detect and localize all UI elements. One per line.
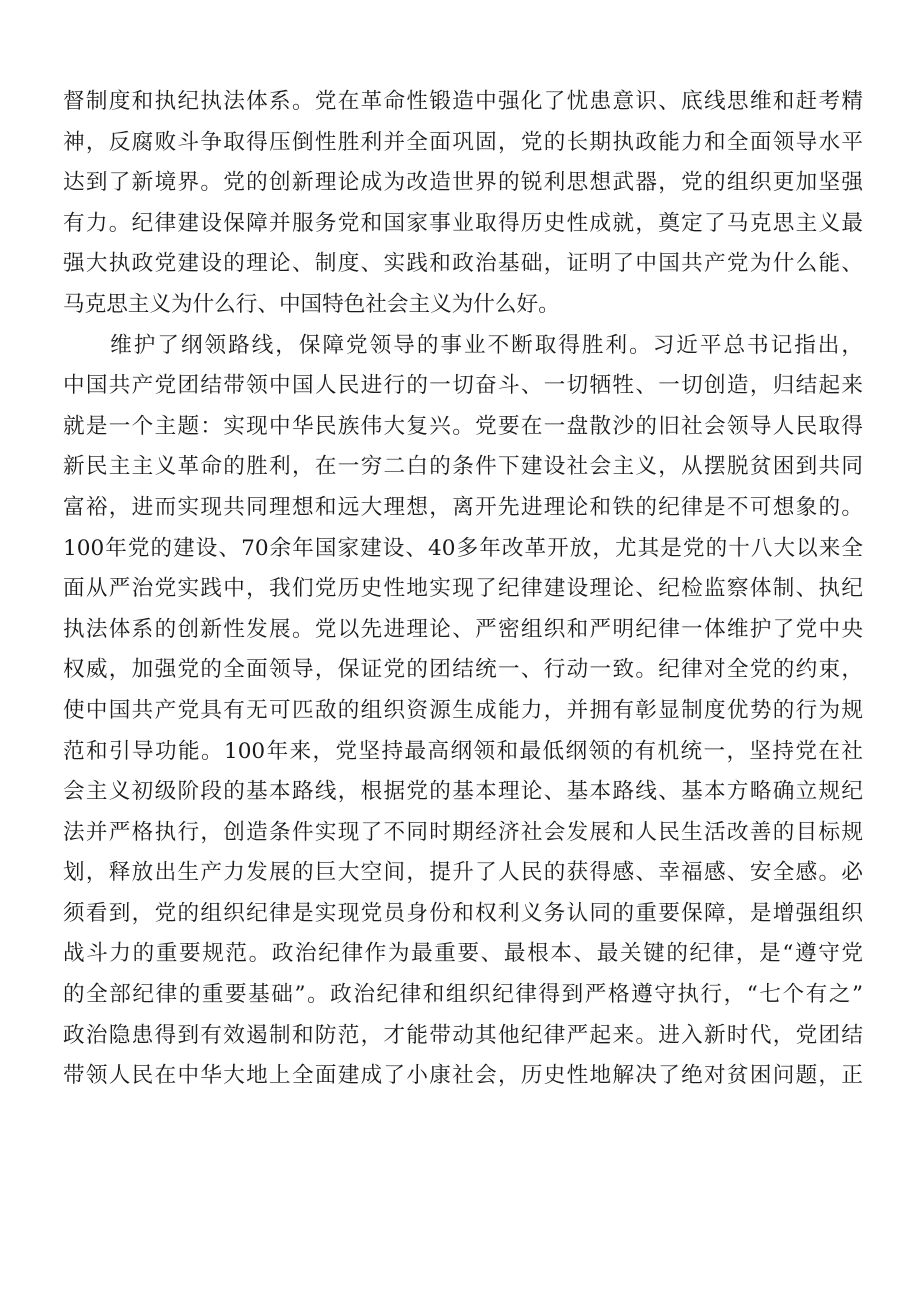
text-line: 神，反腐败斗争取得压倒性胜利并全面巩固，党的长期执政能力和全面领导水平 — [63, 129, 863, 155]
text-line: 划，释放出生产力发展的巨大空间，提升了人民的获得感、幸福感、安全感。必 — [63, 860, 863, 886]
text-line: 权威，加强党的全面领导，保证党的团结统一、行动一致。纪律对全党的约束， — [63, 657, 863, 683]
text-line: 的全部纪律的重要基础”。政治纪律和组织纪律得到严格遵守执行，“七个有之” — [63, 982, 863, 1008]
text-line: 战斗力的重要规范。政治纪律作为最重要、最根本、最关键的纪律，是“遵守党 — [63, 941, 863, 967]
text-line: 马克思主义为什么行、中国特色社会主义为什么好。 — [63, 291, 560, 317]
text-line: 政治隐患得到有效遏制和防范，才能带动其他纪律严起来。进入新时代，党团结 — [63, 1022, 863, 1048]
text-line: 督制度和执纪执法体系。党在革命性锻造中强化了忧患意识、底线思维和赶考精 — [63, 89, 863, 114]
text-line: 中国共产党团结带领中国人民进行的一切奋斗、一切牺牲、一切创造，归结起来 — [63, 373, 863, 399]
text-line: 就是一个主题：实现中华民族伟大复兴。党要在一盘散沙的旧社会领导人民取得 — [63, 413, 863, 439]
body-text — [63, 82, 863, 1097]
text-line: 执法体系的创新性发展。党以先进理论、严密组织和严明纪律一体维护了党中央 — [63, 616, 863, 642]
text-line: 强大执政党建设的理论、制度、实践和政治基础，证明了中国共产党为什么能、 — [63, 251, 863, 277]
text-line: 维护了纲领路线，保障党领导的事业不断取得胜利。习近平总书记指出， — [63, 332, 863, 358]
text-line: 面从严治党实践中，我们党历史性地实现了纪律建设理论、纪检监察体制、执纪 — [63, 576, 863, 602]
text-line: 有力。纪律建设保障并服务党和国家事业取得历史性成就，奠定了马克思主义最 — [63, 210, 863, 236]
text-line: 带领人民在中华大地上全面建成了小康社会，历史性地解决了绝对贫困问题，正 — [63, 1063, 863, 1089]
text-line: 富裕，进而实现共同理想和远大理想，离开先进理论和铁的纪律是不可想象的。 — [63, 494, 863, 520]
text-line: 范和引导功能。100年来，党坚持最高纲领和最低纲领的有机统一，坚持党在社 — [63, 738, 863, 764]
text-line: 使中国共产党具有无可匹敌的组织资源生成能力，并拥有彰显制度优势的行为规 — [63, 697, 863, 723]
text-line: 100年党的建设、70余年国家建设、40多年改革开放，尤其是党的十八大以来全 — [63, 535, 863, 561]
text-line: 达到了新境界。党的创新理论成为改造世界的锐利思想武器，党的组织更加坚强 — [63, 170, 863, 196]
text-line: 新民主主义革命的胜利，在一穷二白的条件下建设社会主义，从摆脱贫困到共同 — [63, 454, 863, 480]
text-line: 会主义初级阶段的基本路线，根据党的基本理论、基本路线、基本方略确立规纪 — [63, 779, 863, 805]
text-line: 须看到，党的组织纪律是实现党员身份和权利义务认同的重要保障，是增强组织 — [63, 900, 863, 926]
text-line: 法并严格执行，创造条件实现了不同时期经济社会发展和人民生活改善的目标规 — [63, 819, 863, 845]
